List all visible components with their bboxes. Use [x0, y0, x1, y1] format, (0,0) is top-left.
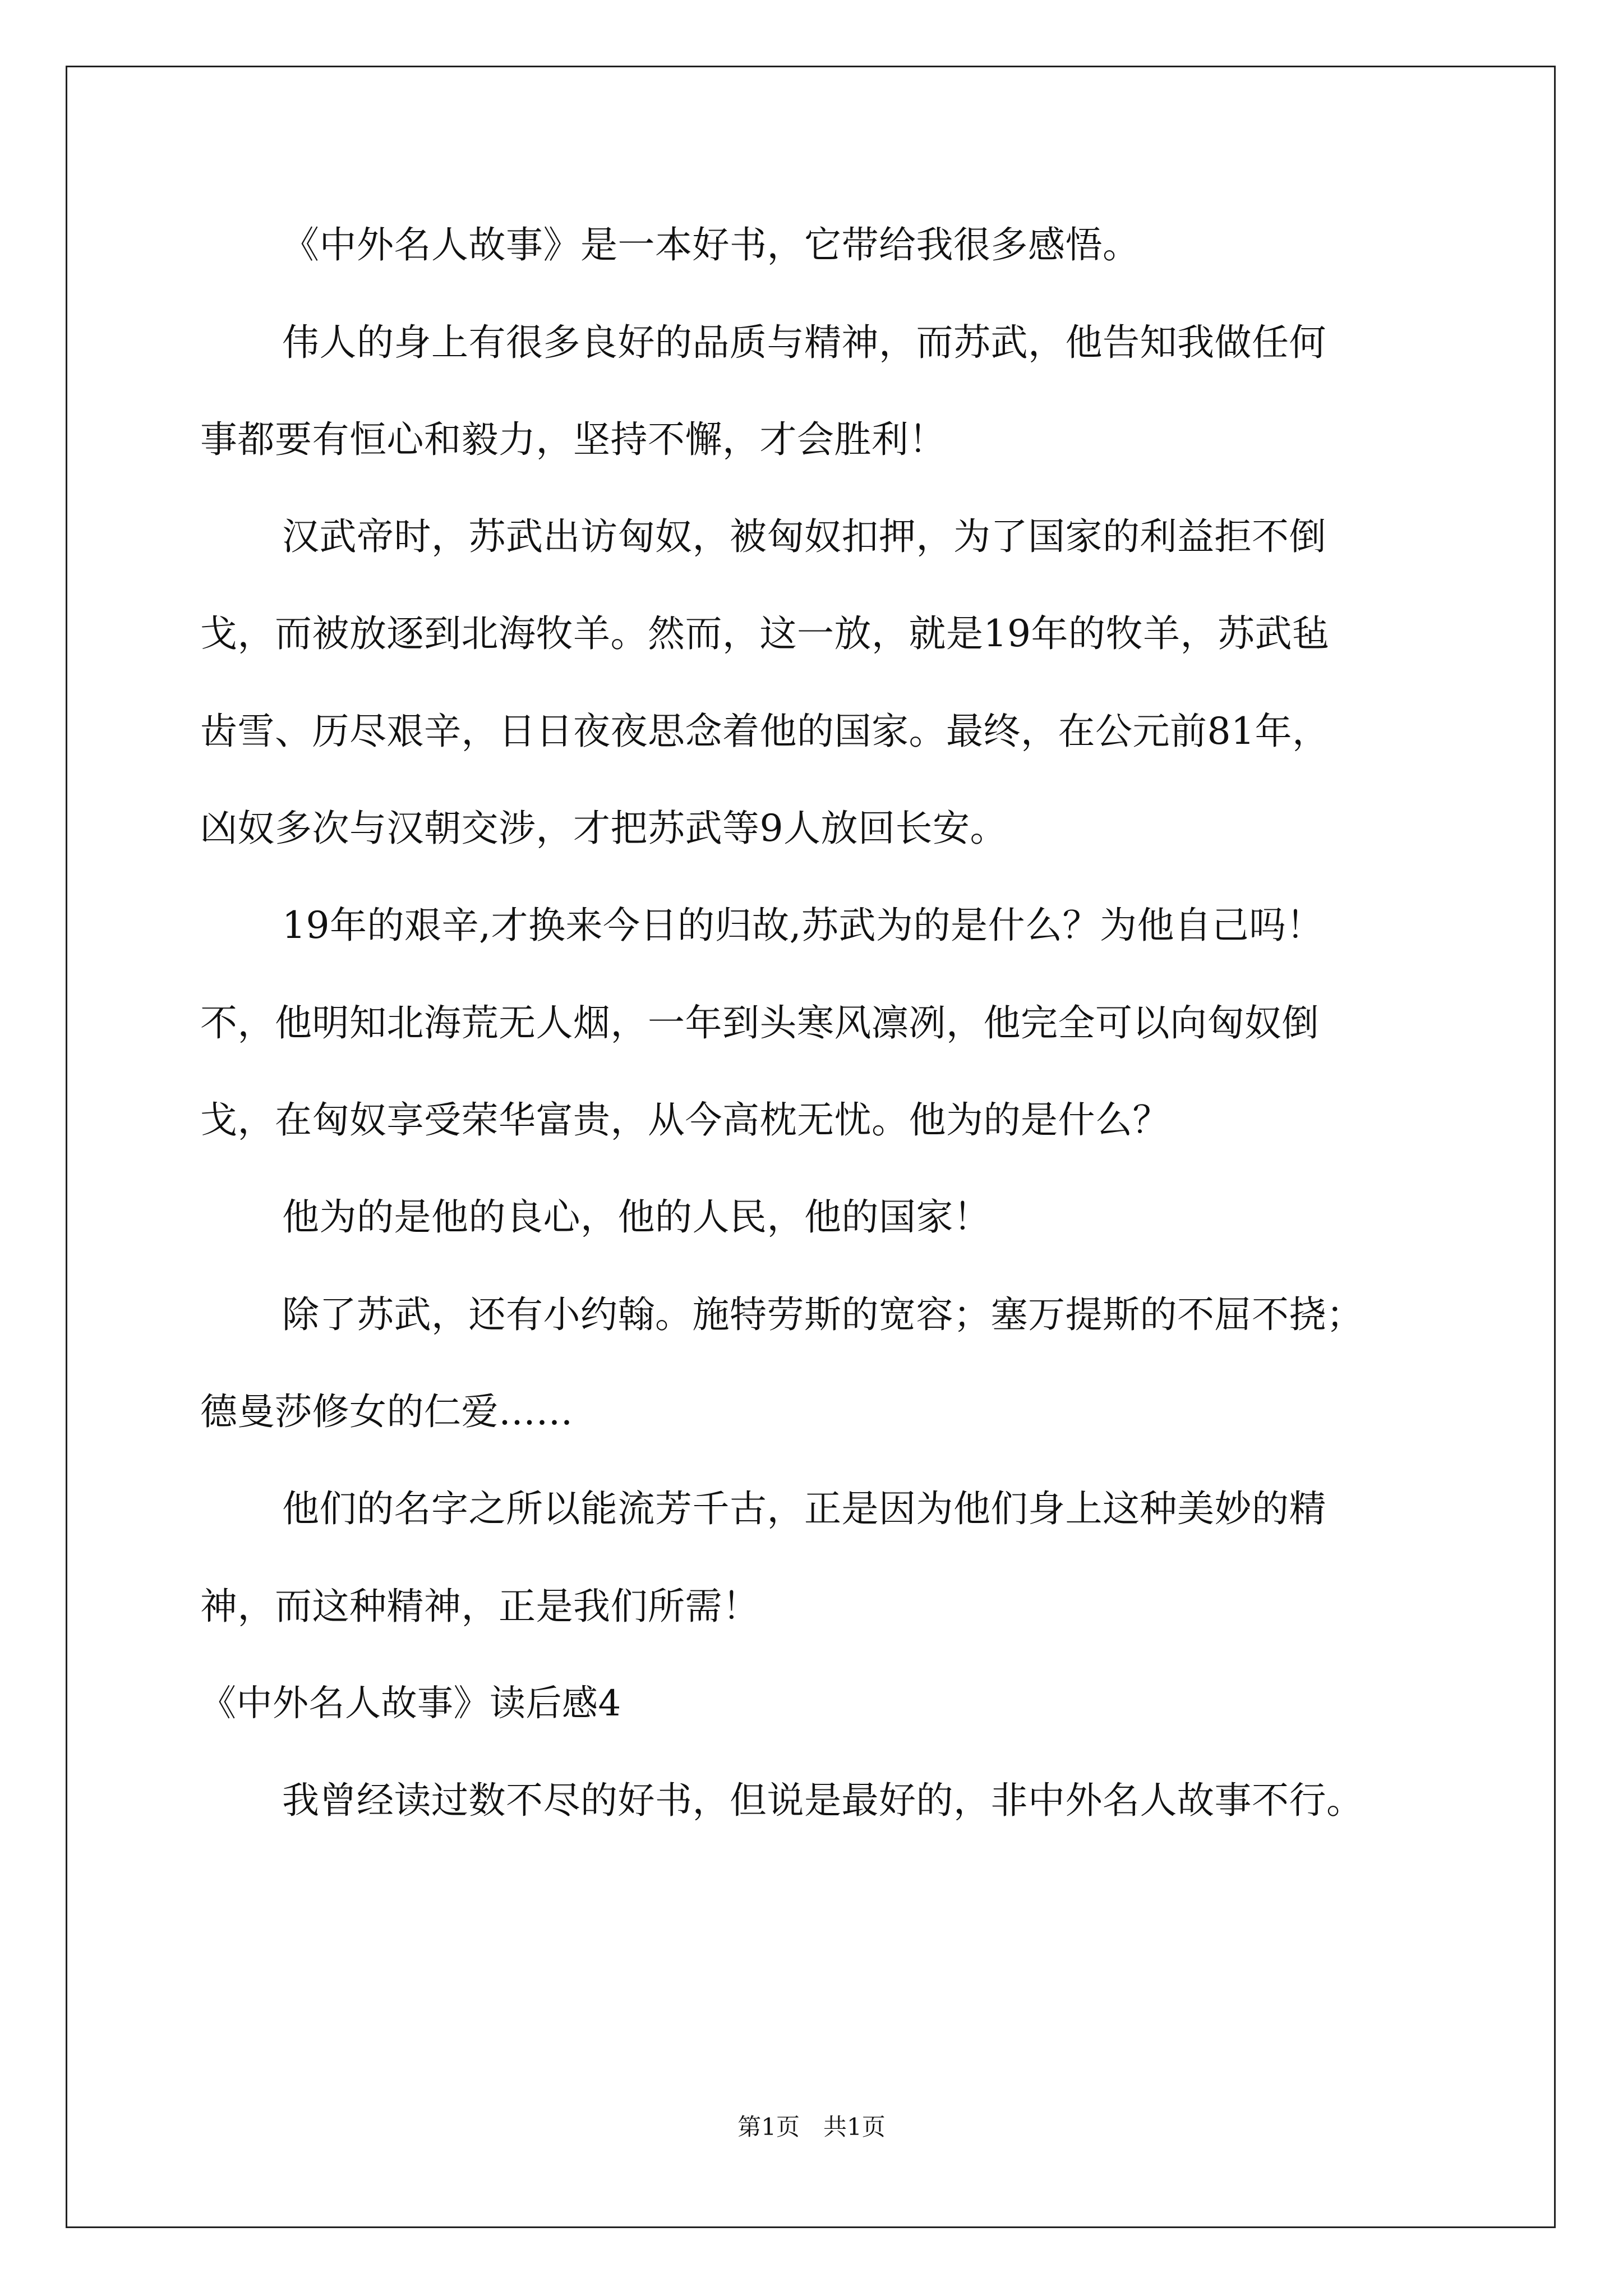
paragraph-line: 除了苏武，还有小约翰。施特劳斯的宽容；塞万提斯的不屈不挠； — [282, 1293, 1364, 1336]
paragraph-line: 伟人的身上有很多良好的品质与精神，而苏武，他告知我做任何 — [282, 321, 1326, 364]
paragraph-line: 不，他明知北海荒无人烟，一年到头寒风凛冽，他完全可以向匈奴倒 — [200, 1001, 1319, 1045]
paragraph-line: 他们的名字之所以能流芳千古，正是因为他们身上这种美妙的精 — [282, 1487, 1326, 1530]
paragraph-line: 神，而这种精神，正是我们所需！ — [200, 1585, 760, 1628]
paragraph-line: 他为的是他的良心，他的人民，他的国家！ — [282, 1195, 991, 1239]
paragraph-line: 《中外名人故事》是一本好书，它带给我很多感悟。 — [282, 223, 1140, 266]
page-number: 第1页 共1页 — [737, 2113, 886, 2141]
paragraph-line: 齿雪、历尽艰辛，日日夜夜思念着他的国家。最终，在公元前81年， — [200, 710, 1330, 753]
paragraph-line: 德曼莎修女的仁爱…… — [200, 1390, 573, 1433]
page-border — [66, 66, 1556, 2228]
paragraph-line: 凶奴多次与汉朝交涉，才把苏武等9人放回长安。 — [200, 807, 1007, 850]
paragraph-line: 汉武帝时，苏武出访匈奴，被匈奴扣押，为了国家的利益拒不倒 — [282, 515, 1326, 558]
paragraph-line: 事都要有恒心和毅力，坚持不懈，才会胜利！ — [200, 418, 946, 461]
section-heading: 《中外名人故事》读后感4 — [200, 1683, 621, 1724]
paragraph-line: 19年的艰辛,才换来今日的归故,苏武为的是什么？为他自己吗！ — [282, 904, 1324, 947]
paragraph-line: 我曾经读过数不尽的好书，但说是最好的，非中外名人故事不行。 — [282, 1779, 1364, 1822]
paragraph-line: 戈，在匈奴享受荣华富贵，从今高枕无忧。他为的是什么？ — [200, 1098, 1170, 1142]
paragraph-line: 戈，而被放逐到北海牧羊。然而，这一放，就是19年的牧羊，苏武毡 — [200, 612, 1330, 655]
